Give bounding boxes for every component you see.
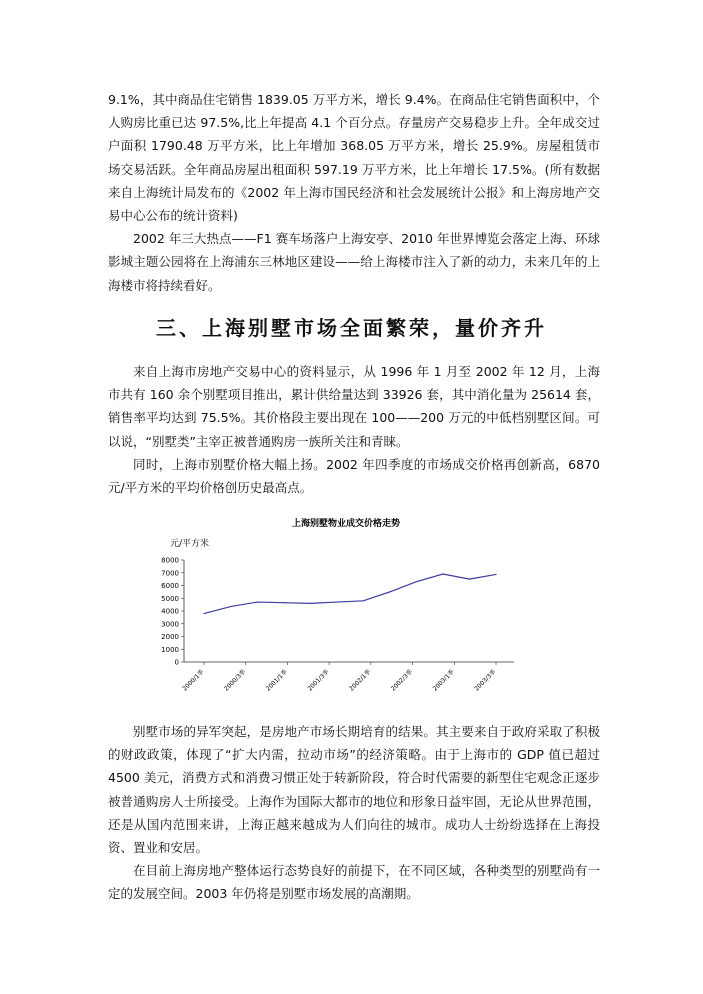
chart-data-point: [310, 603, 311, 604]
chart-data-point: [256, 601, 257, 602]
chart-svg: [156, 512, 536, 712]
chart-y-tick-label: 1000: [161, 645, 179, 654]
chart-y-tick-label: 5000: [161, 594, 179, 603]
chart-data-point: [495, 574, 496, 575]
chart-data-point: [416, 581, 417, 582]
paragraph: 在目前上海房地产整体运行态势良好的前提下，在不同区域，各种类型的别墅尚有一定的发展空间。2003 年仍将是别墅市场发展的高潮期。: [108, 863, 600, 902]
chart-y-tick-label: 2000: [161, 633, 179, 641]
chart-axes: [184, 560, 514, 662]
chart-data-point: [283, 602, 284, 603]
chart-data-point: [203, 613, 204, 614]
price-trend-chart: [156, 512, 536, 712]
chart-x-tick-label: 2002/3季: [389, 668, 414, 693]
chart-data-point: [442, 573, 443, 574]
bottom-text-block: [108, 720, 600, 906]
chart-y-tick-label: 0: [174, 658, 179, 667]
chart-x-ticks: [181, 662, 498, 693]
middle-text-block: [108, 360, 600, 499]
chart-title: 上海别墅物业成交价格走势: [291, 519, 401, 529]
chart-y-tick-label: 6000: [161, 582, 179, 590]
paragraph: 别墅市场的异军突起，是房地产市场长期培育的结果。其主要来自于政府采取了积极的财政政策，体现了“扩大内需，拉动市场”的经济策略。由于上海市的 GDP 值已超过 4500 美元，消费方式和消费习惯正处于转新阶段，符合时代需要的新型住宅观念正逐步被普通购房人士所接受。上海作为国际大都市的地位和形象日益牢固，无论从世界范围，还是从国内范围来讲，上海正越来越成为人们向往的城市。成功人士纷纷选择在上海投资、置业和安居。: [108, 724, 600, 856]
chart-x-tick-label: 2000/3季: [223, 668, 248, 693]
section-heading: 三、上海别墅市场全面繁荣，量价齐升: [156, 316, 547, 340]
top-text-block: [108, 88, 600, 297]
chart-y-axis-label: 元/平方米: [170, 539, 210, 549]
chart-y-ticks: [161, 557, 184, 667]
chart-x-tick-label: 2001/1季: [264, 668, 289, 693]
chart-x-tick-label: 2000/1季: [181, 668, 206, 693]
chart-data-point: [389, 591, 390, 592]
paragraph: 来自上海市房地产交易中心的资料显示，从 1996 年 1 月至 2002 年 12 月，上海市共有 160 余个别墅项目推出，累计供给量达到 33926 套，其中消化量为 25614 套，销售率平均达到 75.5%。其价格段主要出现在 100——200 万元的中低档别墅区间。可以说，“别墅类”主宰正被普通购房一族所关注和青睐。: [108, 364, 600, 449]
paragraph: 2002 年三大热点——F1 赛车场落户上海安亭、2010 年世界博览会落定上海、环球影城主题公园将在上海浦东三林地区建设——给上海楼市注入了新的动力，未来几年的上海楼市将持续看好。: [108, 231, 600, 293]
chart-y-tick-label: 8000: [161, 556, 179, 565]
paragraph: 同时，上海市别墅价格大幅上扬。2002 年四季度的市场成交价格再创新高，6870 元/平方米的平均价格创历史最高点。: [108, 456, 600, 496]
chart-series: [203, 573, 496, 614]
chart-x-tick-label: 2001/3季: [306, 668, 331, 693]
chart-y-tick-label: 7000: [161, 569, 179, 578]
chart-data-point: [336, 601, 337, 602]
chart-data-point: [363, 600, 364, 601]
chart-data-point: [469, 579, 470, 580]
chart-x-tick-label: 2002/1季: [348, 668, 373, 693]
chart-x-tick-label: 2003/1季: [431, 668, 456, 693]
paragraph: 9.1%，其中商品住宅销售 1839.05 万平方米，增长 9.4%。在商品住宅销售面积中，个人购房比重已达 97.5%,比上年提高 4.1 个百分点。存量房产交易稳步上升。全年成交过户面积 1790.48 万平方米，比上年增加 368.05 万平方米，增长 25.9%。房屋租赁市场交易活跃。全年商品房屋出租面积 597.19 万平方米，比上年增长 17.5%。(所有数据来自上海统计局发布的《2002 年上海市国民经济和社会发展统计公报》和上海房地产交易中心公布的统计资料): [108, 92, 600, 224]
chart-series-line: [204, 574, 496, 614]
chart-y-tick-label: 4000: [161, 607, 179, 616]
chart-x-tick-label: 2003/3季: [473, 668, 498, 693]
chart-data-point: [230, 606, 231, 607]
chart-y-tick-label: 3000: [161, 620, 179, 629]
